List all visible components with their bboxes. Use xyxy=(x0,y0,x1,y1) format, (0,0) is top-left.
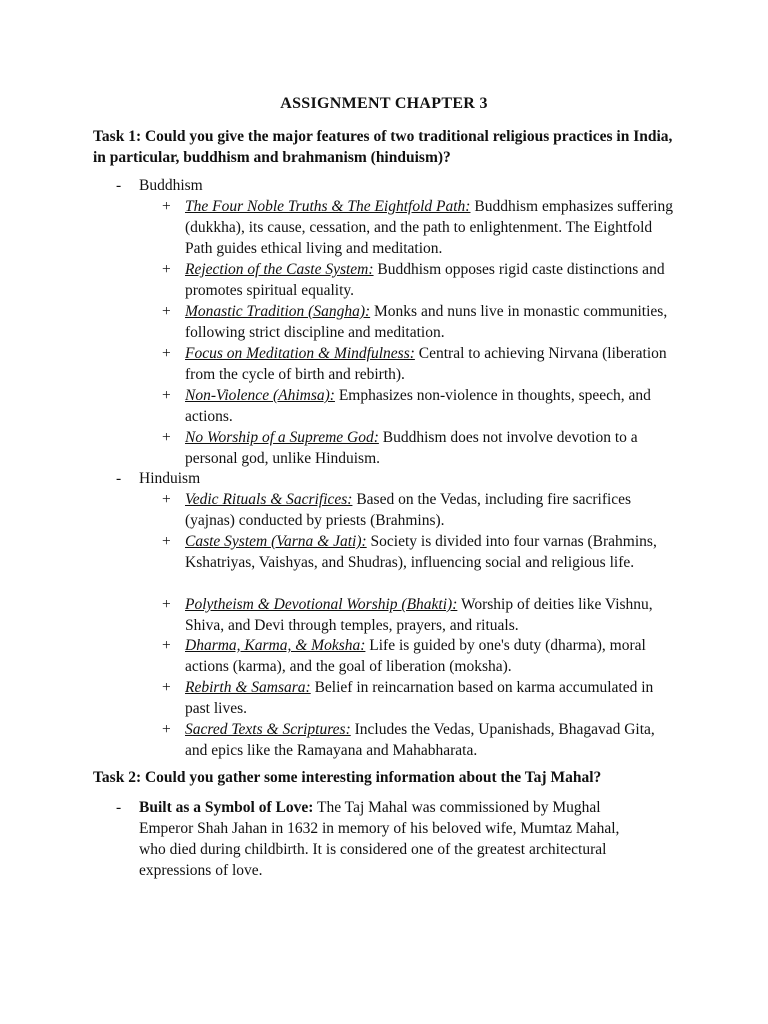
buddhism-item xyxy=(185,427,675,469)
plus-bullet: + xyxy=(162,533,171,550)
plus-bullet: + xyxy=(162,637,171,654)
item-term: Vedic Rituals & Sacrifices: xyxy=(185,491,353,508)
item-term: Rebirth & Samsara: xyxy=(185,679,311,696)
plus-bullet: + xyxy=(162,596,171,613)
hinduism-item xyxy=(185,677,675,719)
task-2-question: Task 2: Could you gather some interesting information about the Taj Mahal? xyxy=(93,769,602,786)
plus-bullet: + xyxy=(162,198,171,215)
point-lead: Built as a Symbol of Love: xyxy=(139,799,314,816)
buddhism-item xyxy=(185,196,675,259)
item-text: Buddhism emphasizes suffering (dukkha), its cause, cessation, and the path to enlightenment. The Eightfold Path guides ethical living and meditation. xyxy=(185,198,673,257)
buddhism-item xyxy=(185,259,675,301)
item-text: Monks and nuns live in monastic communities, following strict discipline and meditation. xyxy=(185,303,668,341)
item-term: Sacred Texts & Scriptures: xyxy=(185,721,351,738)
item-term: Caste System (Varna & Jati): xyxy=(185,533,367,550)
item-term: Rejection of the Caste System: xyxy=(185,261,374,278)
plus-bullet: + xyxy=(162,261,171,278)
item-text: Includes the Vedas, Upanishads, Bhagavad Gita, and epics like the Ramayana and Mahabharata. xyxy=(185,721,655,759)
item-term: Polytheism & Devotional Worship (Bhakti): xyxy=(185,596,458,613)
point-text: The Taj Mahal was commissioned by Mughal Emperor Shah Jahan in 1632 in memory of his beloved wife, Mumtaz Mahal, who died during childbirth. It is considered one of the greatest architectural expressions of love. xyxy=(139,799,620,879)
item-term: No Worship of a Supreme God: xyxy=(185,429,379,446)
hinduism-item xyxy=(185,594,675,636)
task-1-question: Task 1: Could you give the major features of two traditional religious practices in India, in particular, buddhism and brahmanism (hinduism)? xyxy=(93,128,673,166)
dash-bullet: - xyxy=(116,799,122,816)
plus-bullet: + xyxy=(162,303,171,320)
buddhism-item xyxy=(185,301,675,343)
plus-bullet: + xyxy=(162,387,171,404)
dash-bullet: - xyxy=(116,177,122,194)
item-term: Non-Violence (Ahimsa): xyxy=(185,387,335,404)
plus-bullet: + xyxy=(162,721,171,738)
item-text: Emphasizes non-violence in thoughts, speech, and actions. xyxy=(185,387,651,425)
plus-bullet: + xyxy=(162,491,171,508)
plus-bullet: + xyxy=(162,429,171,446)
hinduism-item xyxy=(185,531,675,573)
plus-bullet: + xyxy=(162,345,171,362)
item-term: Focus on Meditation & Mindfulness: xyxy=(185,345,415,362)
taj-mahal-point xyxy=(139,797,649,881)
item-text: Society is divided into four varnas (Brahmins, Kshatriyas, Vaishyas, and Shudras), influencing social and religious life. xyxy=(185,533,657,571)
item-text: Buddhism opposes rigid caste distinctions and promotes spiritual equality. xyxy=(185,261,665,299)
item-term: Monastic Tradition (Sangha): xyxy=(185,303,371,320)
item-term: The Four Noble Truths & The Eightfold Path: xyxy=(185,198,471,215)
item-text: Central to achieving Nirvana (liberation from the cycle of birth and rebirth). xyxy=(185,345,667,383)
item-text: Based on the Vedas, including fire sacrifices (yajnas) conducted by priests (Brahmins). xyxy=(185,491,632,529)
section-label-hinduism: Hinduism xyxy=(139,470,201,487)
buddhism-item xyxy=(185,385,675,427)
page-title: ASSIGNMENT CHAPTER 3 xyxy=(280,95,488,112)
dash-bullet: - xyxy=(116,470,122,487)
item-term: Dharma, Karma, & Moksha: xyxy=(185,637,366,654)
item-text: Buddhism does not involve devotion to a personal god, unlike Hinduism. xyxy=(185,429,638,467)
plus-bullet: + xyxy=(162,679,171,696)
section-label-buddhism: Buddhism xyxy=(139,177,203,194)
hinduism-item xyxy=(185,489,675,531)
item-text: Worship of deities like Vishnu, Shiva, and Devi through temples, prayers, and rituals. xyxy=(185,596,653,634)
item-text: Life is guided by one's duty (dharma), moral actions (karma), and the goal of liberation (moksha). xyxy=(185,637,646,675)
item-text: Belief in reincarnation based on karma accumulated in past lives. xyxy=(185,679,654,717)
hinduism-item xyxy=(185,635,675,677)
buddhism-item xyxy=(185,343,675,385)
hinduism-item xyxy=(185,719,675,761)
